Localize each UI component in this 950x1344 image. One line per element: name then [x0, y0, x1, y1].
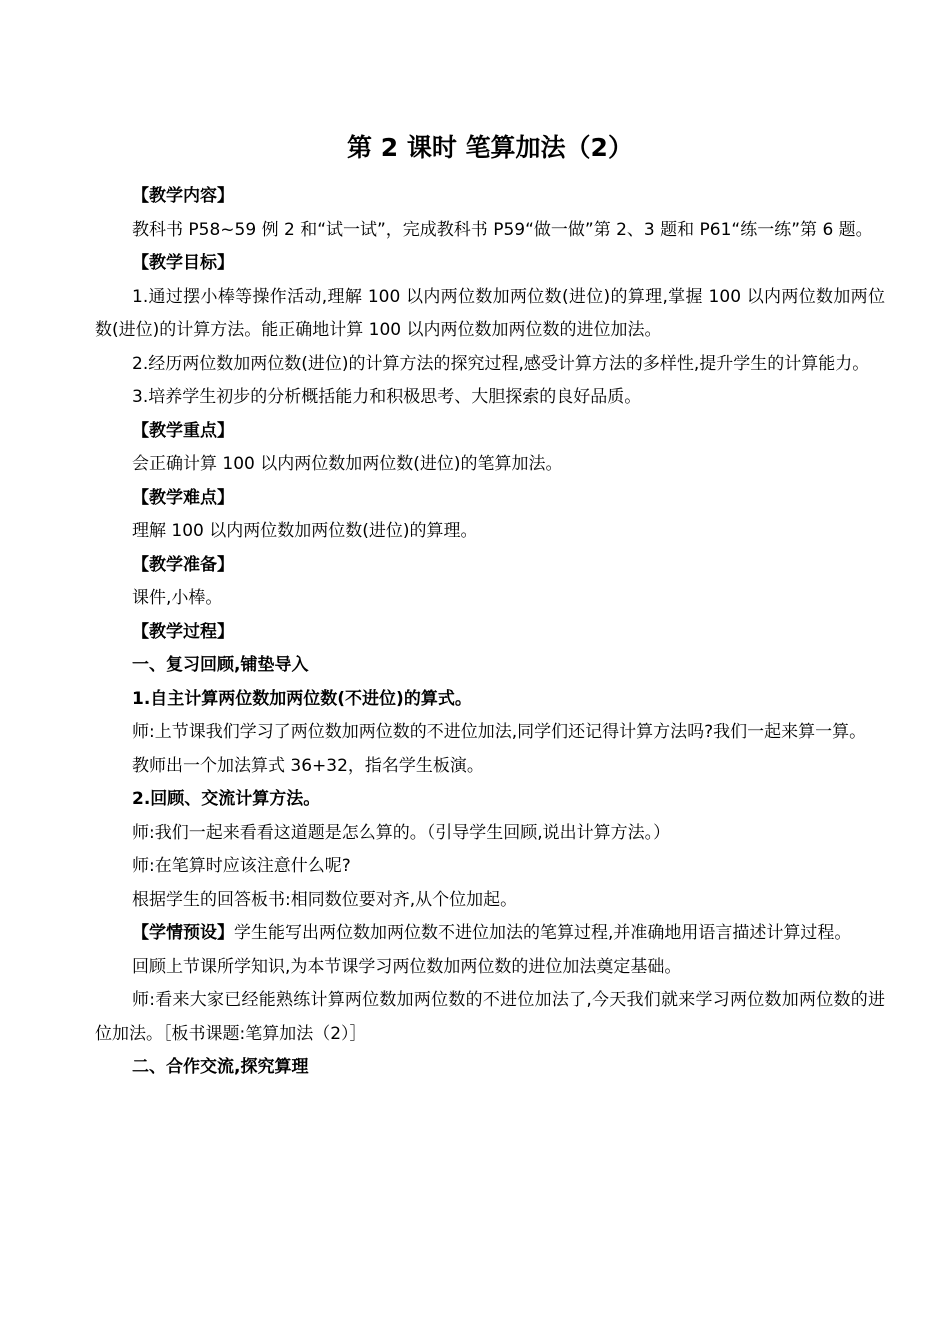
paragraph-teacher-4: 师:在笔算时应该注意什么呢? [132, 856, 351, 876]
paragraph-difficulty: 理解 100 以内两位数加两位数(进位)的算理。 [132, 521, 478, 541]
paragraph-key-point: 会正确计算 100 以内两位数加两位数(进位)的笔算加法。 [132, 454, 563, 474]
section-heading-difficulty: 【教学难点】 [132, 487, 234, 508]
document-title: 第 2 课时 笔算加法（2） [347, 133, 633, 162]
document-page [95, 128, 885, 1085]
paragraph-content: 教科书 P58~59 例 2 和“试一试”，完成教科书 P59“做一做”第 2、3 题和 P61“练一练”第 6 题。 [132, 219, 873, 240]
section-heading-preparation: 【教学准备】 [132, 554, 234, 575]
paragraph-teacher-2: 教师出一个加法算式 36+32，指名学生板演。 [132, 755, 484, 776]
paragraph-goal-3: 3.培养学生初步的分析概括能力和积极思考、大胆探索的良好品质。 [132, 387, 642, 407]
paragraph-teacher-3: 师:我们一起来看看这道题是怎么算的。（引导学生回顾,说出计算方法。） [132, 822, 671, 843]
paragraph-preparation: 课件,小棒。 [132, 588, 223, 608]
learning-preset-text: 学生能写出两位数加两位数不进位加法的笔算过程,并准确地用语言描述计算过程。 [234, 923, 852, 943]
learning-preset-label: 【学情预设】 [132, 923, 234, 943]
subheading-review: 一、复习回顾,铺垫导入 [132, 655, 309, 675]
paragraph-goal-1: 1.通过摆小棒等操作活动,理解 100 以内两位数加两位数(进位)的算理,掌握 100 以内两位数加两位数(进位)的计算方法。能正确地计算 100 以内两位数加两位数的进位加法。 [95, 286, 885, 340]
section-heading-key-point: 【教学重点】 [132, 420, 234, 441]
paragraph-teacher-1: 师:上节课我们学习了两位数加两位数的不进位加法,同学们还记得计算方法吗?我们一起来算一算。 [132, 722, 867, 742]
section-heading-process: 【教学过程】 [132, 621, 234, 642]
paragraph-learning-preset [95, 917, 885, 951]
subheading-explore: 二、合作交流,探究算理 [132, 1057, 309, 1077]
paragraph-board-note: 根据学生的回答板书:相同数位要对齐,从个位加起。 [132, 889, 518, 910]
paragraph-review-summary: 回顾上节课所学知识,为本节课学习两位数加两位数的进位加法奠定基础。 [132, 956, 682, 977]
section-heading-goals: 【教学目标】 [132, 253, 234, 273]
subheading-step-1: 1.自主计算两位数加两位数(不进位)的算式。 [132, 688, 472, 709]
subheading-step-2: 2.回顾、交流计算方法。 [132, 789, 321, 809]
paragraph-goal-2: 2.经历两位数加两位数(进位)的计算方法的探究过程,感受计算方法的多样性,提升学生的计算能力。 [132, 353, 870, 374]
section-heading-content: 【教学内容】 [132, 186, 234, 206]
paragraph-teacher-5: 师:看来大家已经能熟练计算两位数加两位数的不进位加法了,今天我们就来学习两位数加两位数的进位加法。［板书课题:笔算加法（2）］ [95, 990, 885, 1044]
